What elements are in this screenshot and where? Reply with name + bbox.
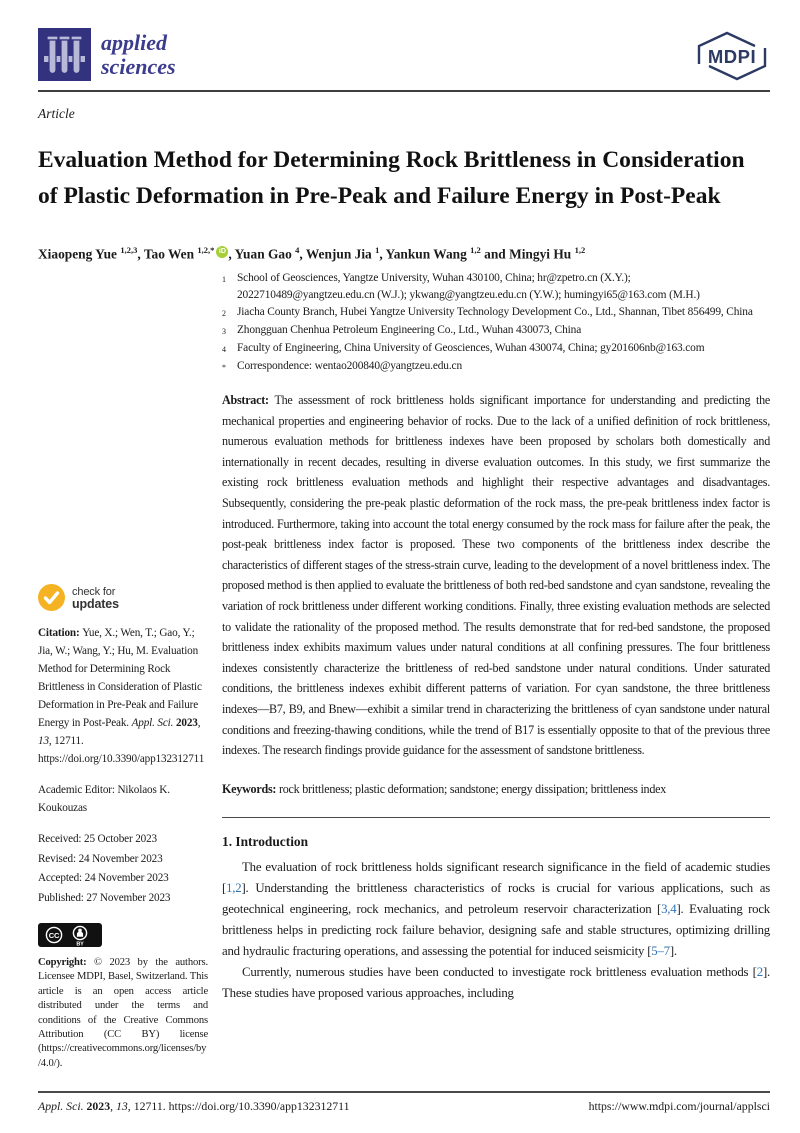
affiliation-marker: 2 — [222, 309, 226, 318]
check-icon — [38, 584, 65, 611]
affiliation-marker: 1 — [222, 275, 226, 284]
svg-text:CC: CC — [48, 930, 60, 940]
footer-citation: Appl. Sci. 2023, 13, 12711. https://doi.org/10.3390/app132312711 — [38, 1099, 350, 1113]
cc-by-license-badge[interactable] — [38, 923, 102, 947]
keywords: Keywords: rock brittleness; plastic deformation; sandstone; energy dissipation; brittleness index — [222, 781, 667, 796]
affiliation-row — [222, 270, 770, 304]
ref-link[interactable]: 2 — [756, 965, 763, 980]
applied-sciences-logo[interactable] — [38, 28, 770, 81]
copyright-block: Copyright: © 2023 by the authors. Licensee MDPI, Basel, Switzerland. This article is an open access article distributed under the terms and conditions of the Creative Commons Attribution (CC BY) license (https://creativecommons.org/licenses/by/4.0/). — [38, 957, 208, 1069]
doi-link[interactable]: https://doi.org/10.3390/app132312711 — [38, 753, 205, 765]
dates-block — [38, 830, 208, 908]
test-tubes-icon — [38, 28, 91, 81]
check-for-updates-button[interactable] — [38, 584, 208, 611]
text-segment: Copyright: — [38, 957, 95, 968]
journal-name: applied sciences — [101, 29, 176, 79]
svg-text:BY: BY — [76, 941, 84, 947]
text-segment: 2023 — [175, 717, 198, 729]
ref-link[interactable]: 1,2 — [226, 881, 242, 896]
affiliation-marker: * — [222, 363, 226, 372]
author-affiliation-sup: 1,2,* — [197, 245, 215, 255]
footer-journal-url[interactable]: https://www.mdpi.com/journal/applsci — [588, 1099, 770, 1113]
affiliation-row — [222, 304, 770, 322]
author-affiliation-sup: 1 — [375, 245, 380, 255]
check-for-updates-label: check for updates — [72, 585, 119, 611]
academic-editor: Academic Editor: Nikolaos K. Koukouzas — [38, 784, 170, 814]
affiliation-row — [222, 358, 770, 376]
article-type-label: Article — [38, 106, 75, 121]
date-line: Received: 25 October 2023 — [38, 833, 157, 845]
date-line: Revised: 24 November 2023 — [38, 852, 163, 865]
affiliation-text: Faculty of Engineering, China University of Geosciences, Wuhan 430074, China; gy201606nb@163.com — [237, 342, 705, 354]
date-line: Published: 27 November 2023 — [38, 891, 171, 904]
affiliation-text: Correspondence: wentao200840@yangtzeu.edu.cn — [237, 360, 462, 372]
affiliation-row — [222, 340, 770, 358]
header — [38, 28, 770, 84]
header-rule — [38, 90, 770, 92]
affiliation-marker: 4 — [222, 345, 226, 354]
doi-link[interactable]: https://doi.org/10.3390/app132312711 — [168, 1099, 350, 1113]
mdpi-logo[interactable] — [694, 30, 770, 82]
author-affiliation-sup: 1,2 — [574, 245, 586, 255]
date-line: Accepted: 24 November 2023 — [38, 872, 169, 884]
text-segment: Appl. Sci. — [38, 1099, 84, 1113]
author-affiliation-sup: 1,2,3 — [120, 245, 138, 255]
text-segment: Keywords: — [222, 781, 279, 796]
text-segment: 13 — [38, 735, 49, 747]
section-heading-introduction: 1. Introduction — [222, 834, 309, 850]
section-divider — [222, 817, 770, 818]
intro-paragraph-1: The evaluation of rock brittleness holds significant research significance in the field of academic studies [1,2]. Understanding the brittleness characteristics of rocks is crucial for various applications, such as geotechnical engineering, rock mechanics, and petroleum reservoir characterization [3,4]. Evaluating rock brittleness helps in predicting rock failure behavior, designing safe and stable structures, optimizing drilling and hydraulic fracturing operations, and assessing the potential for induced seismicity [5–7]. — [222, 860, 771, 959]
affiliation-text: School of Geosciences, Yangtze University, Wuhan 430100, China; hr@zpetro.cn (X.Y.); 2022710489@yangtzeu.edu.cn (W.J.); ykwang@yangtzeu.edu.cn (Y.W.); humingyi65@163.com (M.H.) — [237, 272, 700, 301]
svg-text:MDPI: MDPI — [707, 46, 757, 67]
text-segment: 2023 — [86, 1099, 111, 1113]
text-segment: 13 — [116, 1099, 128, 1113]
text-segment: Citation: — [38, 627, 83, 639]
orcid-icon[interactable]: iD — [216, 246, 228, 258]
affiliation-text: Zhongguan Chenhua Petroleum Engineering Co., Ltd., Wuhan 430073, China — [237, 324, 582, 336]
affiliation-text: Jiacha County Branch, Hubei Yangtze University Technology Development Co., Ltd., Shannan, Tibet 856499, China — [237, 306, 753, 318]
abstract: Abstract: The assessment of rock brittleness holds significant importance for understanding and predicting the mechanical properties and engineering behavior of rocks. Due to the lack of a unified definition of rock brittleness, numerous evaluation methods for brittleness indexes have been proposed by scholars both domestically and internationally in recent decades, resulting in diverse evaluation outcomes. In this study, we first summarize the existing rock brittleness evaluation methods and highlight their respective advantages and disadvantages. Subsequently, considering the pre-peak plastic deformation of the rock mass, the pre-peak brittleness index factor is introduced. Furthermore, taking into account the total energy consumed by the rock mass for failure after the peak, the post-peak brittleness index factor is proposed. These two components of the brittleness index describe the characteristics of different stages of the stress-strain curve, leading to the development of a novel brittleness index. The proposed method is then applied to evaluate the brittleness of both red-bed sandstone and cyan sandstone, revealing the variation of rock brittleness under different working conditions. Finally, three existing evaluation methods are selected to validate the rationality of the proposed method. The results demonstrate that for red-bed sandstone, the proposed brittleness index exhibits maximum values under natural conditions at all confining pressures. The four brittleness indexes consistently characterize the brittleness of red-bed sandstone under natural conditions. Under saturated conditions, the brittleness indexes exhibit different patterns of variation. For cyan sandstone, the three brittleness indexes—B7, B9, and Bnew—exhibit a similar trend in characterizing the brittleness of cyan sandstone under natural conditions and freezing-thawing conditions, while the trend of B17 is essentially opposite to that of the previous three indexes. The research findings provide guidance for the assessment of sandstone brittleness. — [222, 393, 770, 758]
intro-paragraph-2: Currently, numerous studies have been conducted to investigate rock brittleness evaluation methods [2]. These studies have proposed various approaches, including — [222, 965, 770, 1001]
author-affiliation-sup: 1,2 — [470, 245, 481, 255]
citation-block: Citation: Yue, X.; Wen, T.; Gao, Y.; Jia, W.; Wang, Y.; Hu, M. Evaluation Method for Determining Rock Brittleness in Consideration of Plastic Deformation in Pre-Peak and Failure Energy in Post-Peak. Appl. Sci. 2023, 13, 12711. https://doi.org/10.3390/app132312711 — [38, 627, 205, 765]
author-affiliation-sup: 4 — [295, 245, 300, 255]
ref-link[interactable]: 3,4 — [661, 902, 677, 917]
page-title: Evaluation Method for Determining Rock Brittleness in Consideration of Plastic Deformation in Pre-Peak and Failure Energy in Post-Peak — [38, 146, 745, 209]
authors-line: Xiaopeng Yue $^{1,2,3}$, Tao Wen $^{1,2,*}$ iD , Yuan Gao $^4$, Wenjun Jia $^1$, Yankun Wang $^{1,2}$ and Mingyi Hu $^{1,2}$ — [38, 245, 586, 262]
main-column — [222, 270, 770, 1004]
footer-rule — [38, 1091, 770, 1093]
affiliations-block — [222, 270, 770, 376]
sidebar — [38, 584, 208, 1071]
text-segment: Abstract: — [222, 393, 275, 407]
ref-link[interactable]: 5–7 — [651, 944, 670, 959]
license-link[interactable]: https://creativecommons.org/licenses/by/4.0/ — [38, 1043, 207, 1069]
text-segment: Appl. Sci. — [131, 717, 174, 729]
affiliation-marker: 3 — [222, 327, 226, 336]
affiliation-row — [222, 322, 770, 340]
